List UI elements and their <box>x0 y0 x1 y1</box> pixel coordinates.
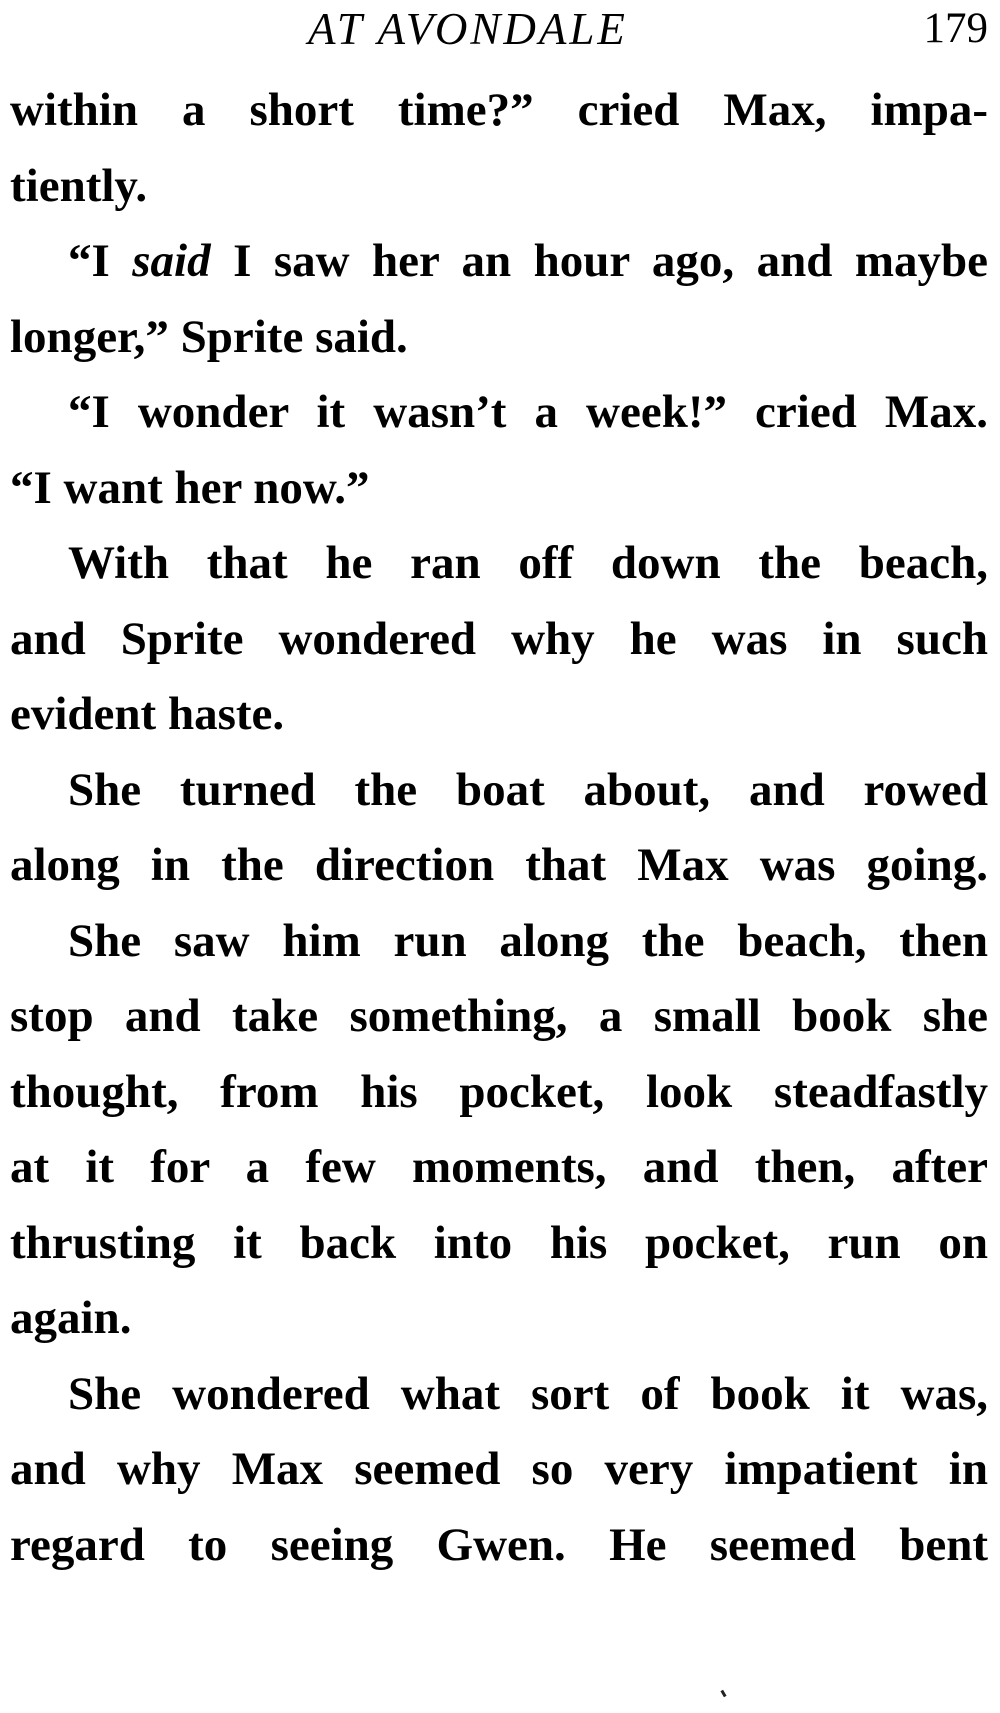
ink-speck <box>720 1690 726 1698</box>
text-line: and Sprite wondered why he was in such <box>10 612 988 665</box>
text-line: She wondered what sort of book it was, <box>68 1367 988 1420</box>
text-line: stop and take something, a small book she <box>10 990 988 1042</box>
text-fragment: “I <box>68 235 110 287</box>
text-line: With that he ran off down the beach, <box>68 537 988 589</box>
text-line: “I want her now.” <box>10 461 370 514</box>
text-line: “I wonder it wasn’t a week!” cried Max. <box>68 386 988 438</box>
text-line: tiently. <box>10 159 148 212</box>
text-line: longer,” Sprite said. <box>10 310 408 363</box>
page-number: 179 <box>923 5 988 52</box>
text-line: She turned the boat about, and rowed <box>68 763 988 816</box>
text-line: regard to seeing Gwen. He seemed bent <box>10 1518 988 1571</box>
running-header <box>10 0 988 60</box>
text-line: evident haste. <box>10 688 285 740</box>
text-fragment: I saw her an hour ago, and maybe <box>233 235 988 287</box>
text-line: again. <box>10 1292 132 1344</box>
page-body-text <box>10 73 988 1583</box>
text-line: thought, from his pocket, look steadfastly <box>10 1065 988 1118</box>
italic-word: said <box>132 235 211 287</box>
text-line <box>10 224 988 300</box>
text-line: at it for a few moments, and then, after <box>10 1141 988 1193</box>
text-line: within a short time?” cried Max, impa- <box>10 84 988 136</box>
text-line: thrusting it back into his pocket, run on <box>10 1216 988 1269</box>
running-title: AT AVONDALE <box>308 4 628 54</box>
text-line: and why Max seemed so very impatient in <box>10 1443 988 1495</box>
text-line: along in the direction that Max was going. <box>10 839 988 891</box>
text-line: She saw him run along the beach, then <box>68 914 988 967</box>
book-page <box>10 0 988 1713</box>
